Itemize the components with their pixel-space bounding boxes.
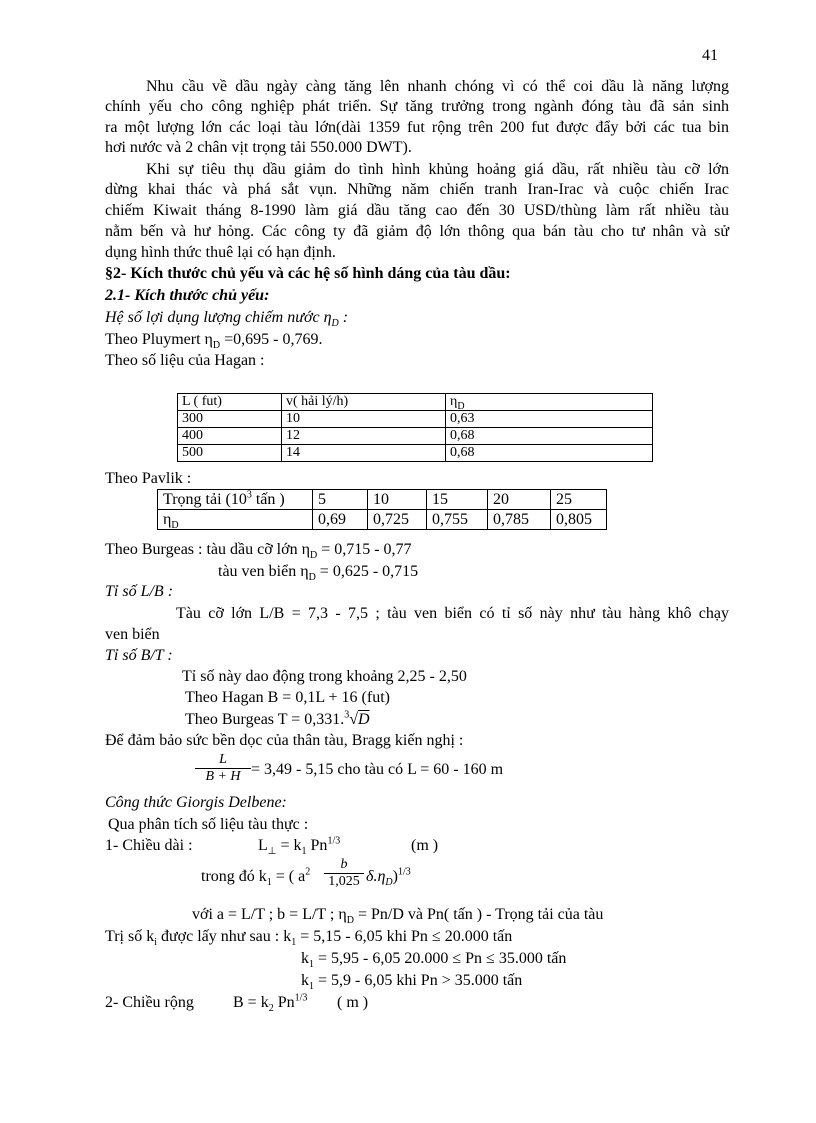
- pavlik-label-tail: tấn ): [251, 491, 285, 508]
- paragraph-1-line-3: ra một lượng lớn các loại tàu lớn(dài 1359 fut rộng trên 200 fut được đẩy bởi các tua bin: [105, 119, 729, 136]
- width-formula: [233, 993, 307, 1013]
- paragraph-1-line-1: Nhu cầu về dầu ngày càng tăng lên nhanh chóng vì có thể coi dầu là năng lượng: [146, 78, 729, 95]
- with-tail: = Pn/D và Pn( tấn ) - Trọng tải của tàu: [353, 906, 604, 923]
- table-cell: 300: [178, 411, 282, 428]
- ki3-tail: = 5,9 - 6,05 khi Pn > 35.000 tấn: [314, 972, 523, 989]
- ki-rule-3: [301, 971, 522, 991]
- pavlik-table: [157, 489, 607, 530]
- giorgis-heading: Công thức Giorgis Delbene:: [105, 794, 287, 811]
- table-row: [178, 411, 653, 428]
- bt-heading: Tỉ số B/T :: [105, 647, 173, 664]
- table-row: [178, 394, 653, 411]
- ki-mid: được lấy như sau : k: [157, 928, 292, 945]
- table-cell: 14: [282, 445, 446, 462]
- burgeas-formula-prefix: Theo Burgeas T = 0,331.: [185, 711, 345, 728]
- table-header-cell: v( hải lý/h): [282, 394, 446, 411]
- bragg-formula: = 3,49 - 5,15 cho tàu có L = 60 - 160 m: [251, 761, 504, 778]
- coef-heading-tail: :: [338, 309, 349, 326]
- burgeas-line-2: [218, 562, 418, 582]
- paragraph-2-line-2: dừng khai thác và phá sắt vụn. Những năm chiến tranh Iran-Irac và cuộc chiến Irac: [105, 181, 729, 198]
- radical-sign: √: [349, 711, 359, 728]
- bragg-fraction: [195, 752, 251, 785]
- table-cell: 0,68: [446, 445, 653, 462]
- width-label: 2- Chiều rộng: [105, 994, 194, 1011]
- length-perp: ⊥: [267, 846, 277, 858]
- root-index: 3: [344, 709, 350, 721]
- ki-rule-1: [105, 927, 512, 947]
- table-header-cell: [446, 394, 653, 411]
- k1-close: ): [392, 868, 398, 885]
- giorgis-intro: Qua phân tích số liệu tàu thực :: [108, 816, 309, 833]
- paragraph-2-line-3: chiếm Kiwait tháng 8-1990 làm giá dầu tăng cao đến 30 USD/thùng làm rất nhiều tàu: [105, 202, 729, 219]
- burgeas-line-1: [105, 540, 412, 560]
- length-formula: [258, 836, 340, 856]
- table-cell: 0,785: [488, 510, 551, 530]
- k1-eq: = ( a: [271, 868, 306, 885]
- eta-sub: D: [457, 400, 465, 412]
- table-cell: 0,68: [446, 428, 653, 445]
- length-L: L: [258, 837, 268, 854]
- ki2-sub: 1: [309, 959, 314, 971]
- coef-heading-sub: D: [331, 318, 339, 330]
- table-header-cell: L ( fut): [178, 394, 282, 411]
- table-cell: 0,725: [368, 510, 427, 530]
- table-cell: 400: [178, 428, 282, 445]
- lb-text-2: ven biển: [105, 626, 160, 643]
- length-unit: (m ): [411, 837, 439, 854]
- burgeas-prefix: Theo Burgeas : tàu dầu cỡ lớn η: [105, 541, 310, 558]
- width-pn: Pn: [273, 994, 295, 1011]
- table-cell: 25: [551, 490, 607, 510]
- eta-symbol: η: [450, 394, 458, 409]
- k1-formula-right: [366, 867, 411, 887]
- with-line: [192, 905, 603, 925]
- paragraph-2-line-5: dụng hình thức thuê lại có hạn định.: [105, 244, 336, 261]
- table-cell: 10: [368, 490, 427, 510]
- table-header-cell: [158, 510, 313, 530]
- table-cell: 20: [488, 490, 551, 510]
- table-row: [158, 490, 607, 510]
- burgeas2-prefix: tàu ven biển η: [218, 563, 309, 580]
- width-exp: 1/3: [294, 992, 308, 1004]
- coef-heading: [105, 308, 348, 328]
- k1-a-exp: 2: [305, 866, 311, 878]
- lb-heading: Tỉ số L/B :: [105, 583, 174, 600]
- hagan-table: [177, 393, 653, 462]
- k1-close-exp: 1/3: [397, 866, 411, 878]
- table-cell: 500: [178, 445, 282, 462]
- lb-text-1: Tàu cỡ lớn L/B = 7,3 - 7,5 ; tàu ven biển có tỉ số này như tàu hàng khô chạy: [176, 605, 729, 622]
- paragraph-1-line-2: chính yếu cho công nghiệp phát triển. Sự tăng trưởng trong ngành đóng tàu đã sản sinh: [105, 98, 729, 115]
- ki3-prefix: k: [301, 972, 309, 989]
- hagan-intro: Theo số liệu của Hagan :: [105, 352, 265, 369]
- table-cell: 0,69: [313, 510, 368, 530]
- pavlik-intro: Theo Pavlik :: [105, 470, 192, 487]
- width-unit: ( m ): [337, 994, 369, 1011]
- radicand: D: [358, 711, 370, 728]
- pluymert-value: =0,695 - 0,769.: [220, 331, 323, 348]
- burgeas-sub: D: [309, 550, 318, 562]
- section-heading: §2- Kích thước chủ yếu và các hệ số hình dáng của tàu dầu:: [105, 265, 511, 282]
- length-label: 1- Chiều dài :: [105, 837, 193, 854]
- length-k-sub: 1: [301, 846, 307, 858]
- k1-prefix: trong đó k: [201, 868, 267, 885]
- k1-tail: δ.η: [366, 868, 386, 885]
- bt-text-3: [185, 710, 370, 730]
- burgeas2-value: = 0,625 - 0,715: [315, 563, 419, 580]
- table-cell: 5: [313, 490, 368, 510]
- paragraph-1-line-4: hơi nước và 2 chân vịt trọng tải 550.000 DWT).: [105, 139, 412, 156]
- paragraph-2-line-1: Khi sự tiêu thụ dầu giảm do tình hình khủng hoảng giá dầu, rất nhiều tàu cỡ lớn: [146, 161, 729, 178]
- bt-text-1: Tỉ số này dao động trong khoảng 2,25 - 2,50: [182, 668, 467, 685]
- burgeas-value: = 0,715 - 0,77: [317, 541, 412, 558]
- subsection-heading: 2.1- Kích thước chủ yếu:: [105, 287, 270, 304]
- bt-text-2: Theo Hagan B = 0,1L + 16 (fut): [185, 689, 390, 706]
- k1-fraction-numerator: b: [324, 857, 364, 874]
- table-row: [178, 445, 653, 462]
- table-cell: 10: [282, 411, 446, 428]
- pavlik-label: Trọng tải (10: [163, 491, 247, 508]
- ki2-prefix: k: [301, 950, 309, 967]
- table-cell: 0,805: [551, 510, 607, 530]
- length-exp: 1/3: [327, 835, 341, 847]
- width-B: B = k: [233, 994, 269, 1011]
- ki2-tail: = 5,95 - 6,05 20.000 ≤ Pn ≤ 35.000 tấn: [314, 950, 567, 967]
- with-text: với a = L/T ; b = L/T ; η: [192, 906, 347, 923]
- ki-rule-2: [301, 949, 566, 969]
- pavlik-label-sup: 3: [246, 489, 252, 501]
- page-number: 41: [702, 47, 718, 64]
- table-row: [178, 428, 653, 445]
- eta-symbol: η: [163, 511, 172, 528]
- burgeas2-sub: D: [308, 572, 316, 584]
- table-cell: 0,63: [446, 411, 653, 428]
- ki-tail: = 5,15 - 6,05 khi Pn ≤ 20.000 tấn: [296, 928, 513, 945]
- pluymert-sub: D: [212, 340, 221, 352]
- table-cell: 0,755: [427, 510, 488, 530]
- with-sub: D: [346, 915, 354, 927]
- k1-tail-sub: D: [385, 877, 393, 889]
- coef-heading-text: Hệ số lợi dụng lượng chiếm nước η: [105, 309, 332, 326]
- paragraph-2-line-4: nằm bến và hư hỏng. Các công ty đã giảm độ lớn thông qua bán tàu cho tư nhân và sử: [105, 223, 729, 240]
- ki-sub: i: [154, 937, 157, 949]
- pluymert-prefix: Theo Pluymert η: [105, 331, 213, 348]
- bragg-fraction-numerator: L: [195, 752, 251, 769]
- eta-sub: D: [171, 520, 179, 532]
- table-header-cell: [158, 490, 313, 510]
- ki-sub2: 1: [291, 937, 297, 949]
- table-cell: 12: [282, 428, 446, 445]
- k1-fraction: [324, 857, 364, 890]
- bragg-text: Để đảm bảo sức bền dọc của thân tàu, Bragg kiến nghị :: [105, 732, 464, 749]
- k1-formula-left: [201, 867, 310, 887]
- width-k-sub: 2: [268, 1003, 274, 1015]
- table-cell: 15: [427, 490, 488, 510]
- length-eq: = k: [276, 837, 302, 854]
- k1-fraction-denominator: 1,025: [328, 874, 360, 889]
- k1-sub: 1: [266, 877, 272, 889]
- bragg-fraction-denominator: B + H: [205, 769, 241, 784]
- ki3-sub: 1: [309, 981, 314, 993]
- table-row: [158, 510, 607, 530]
- pluymert-line: [105, 330, 323, 350]
- ki-prefix: Trị số k: [105, 928, 155, 945]
- length-pn: Pn: [306, 837, 328, 854]
